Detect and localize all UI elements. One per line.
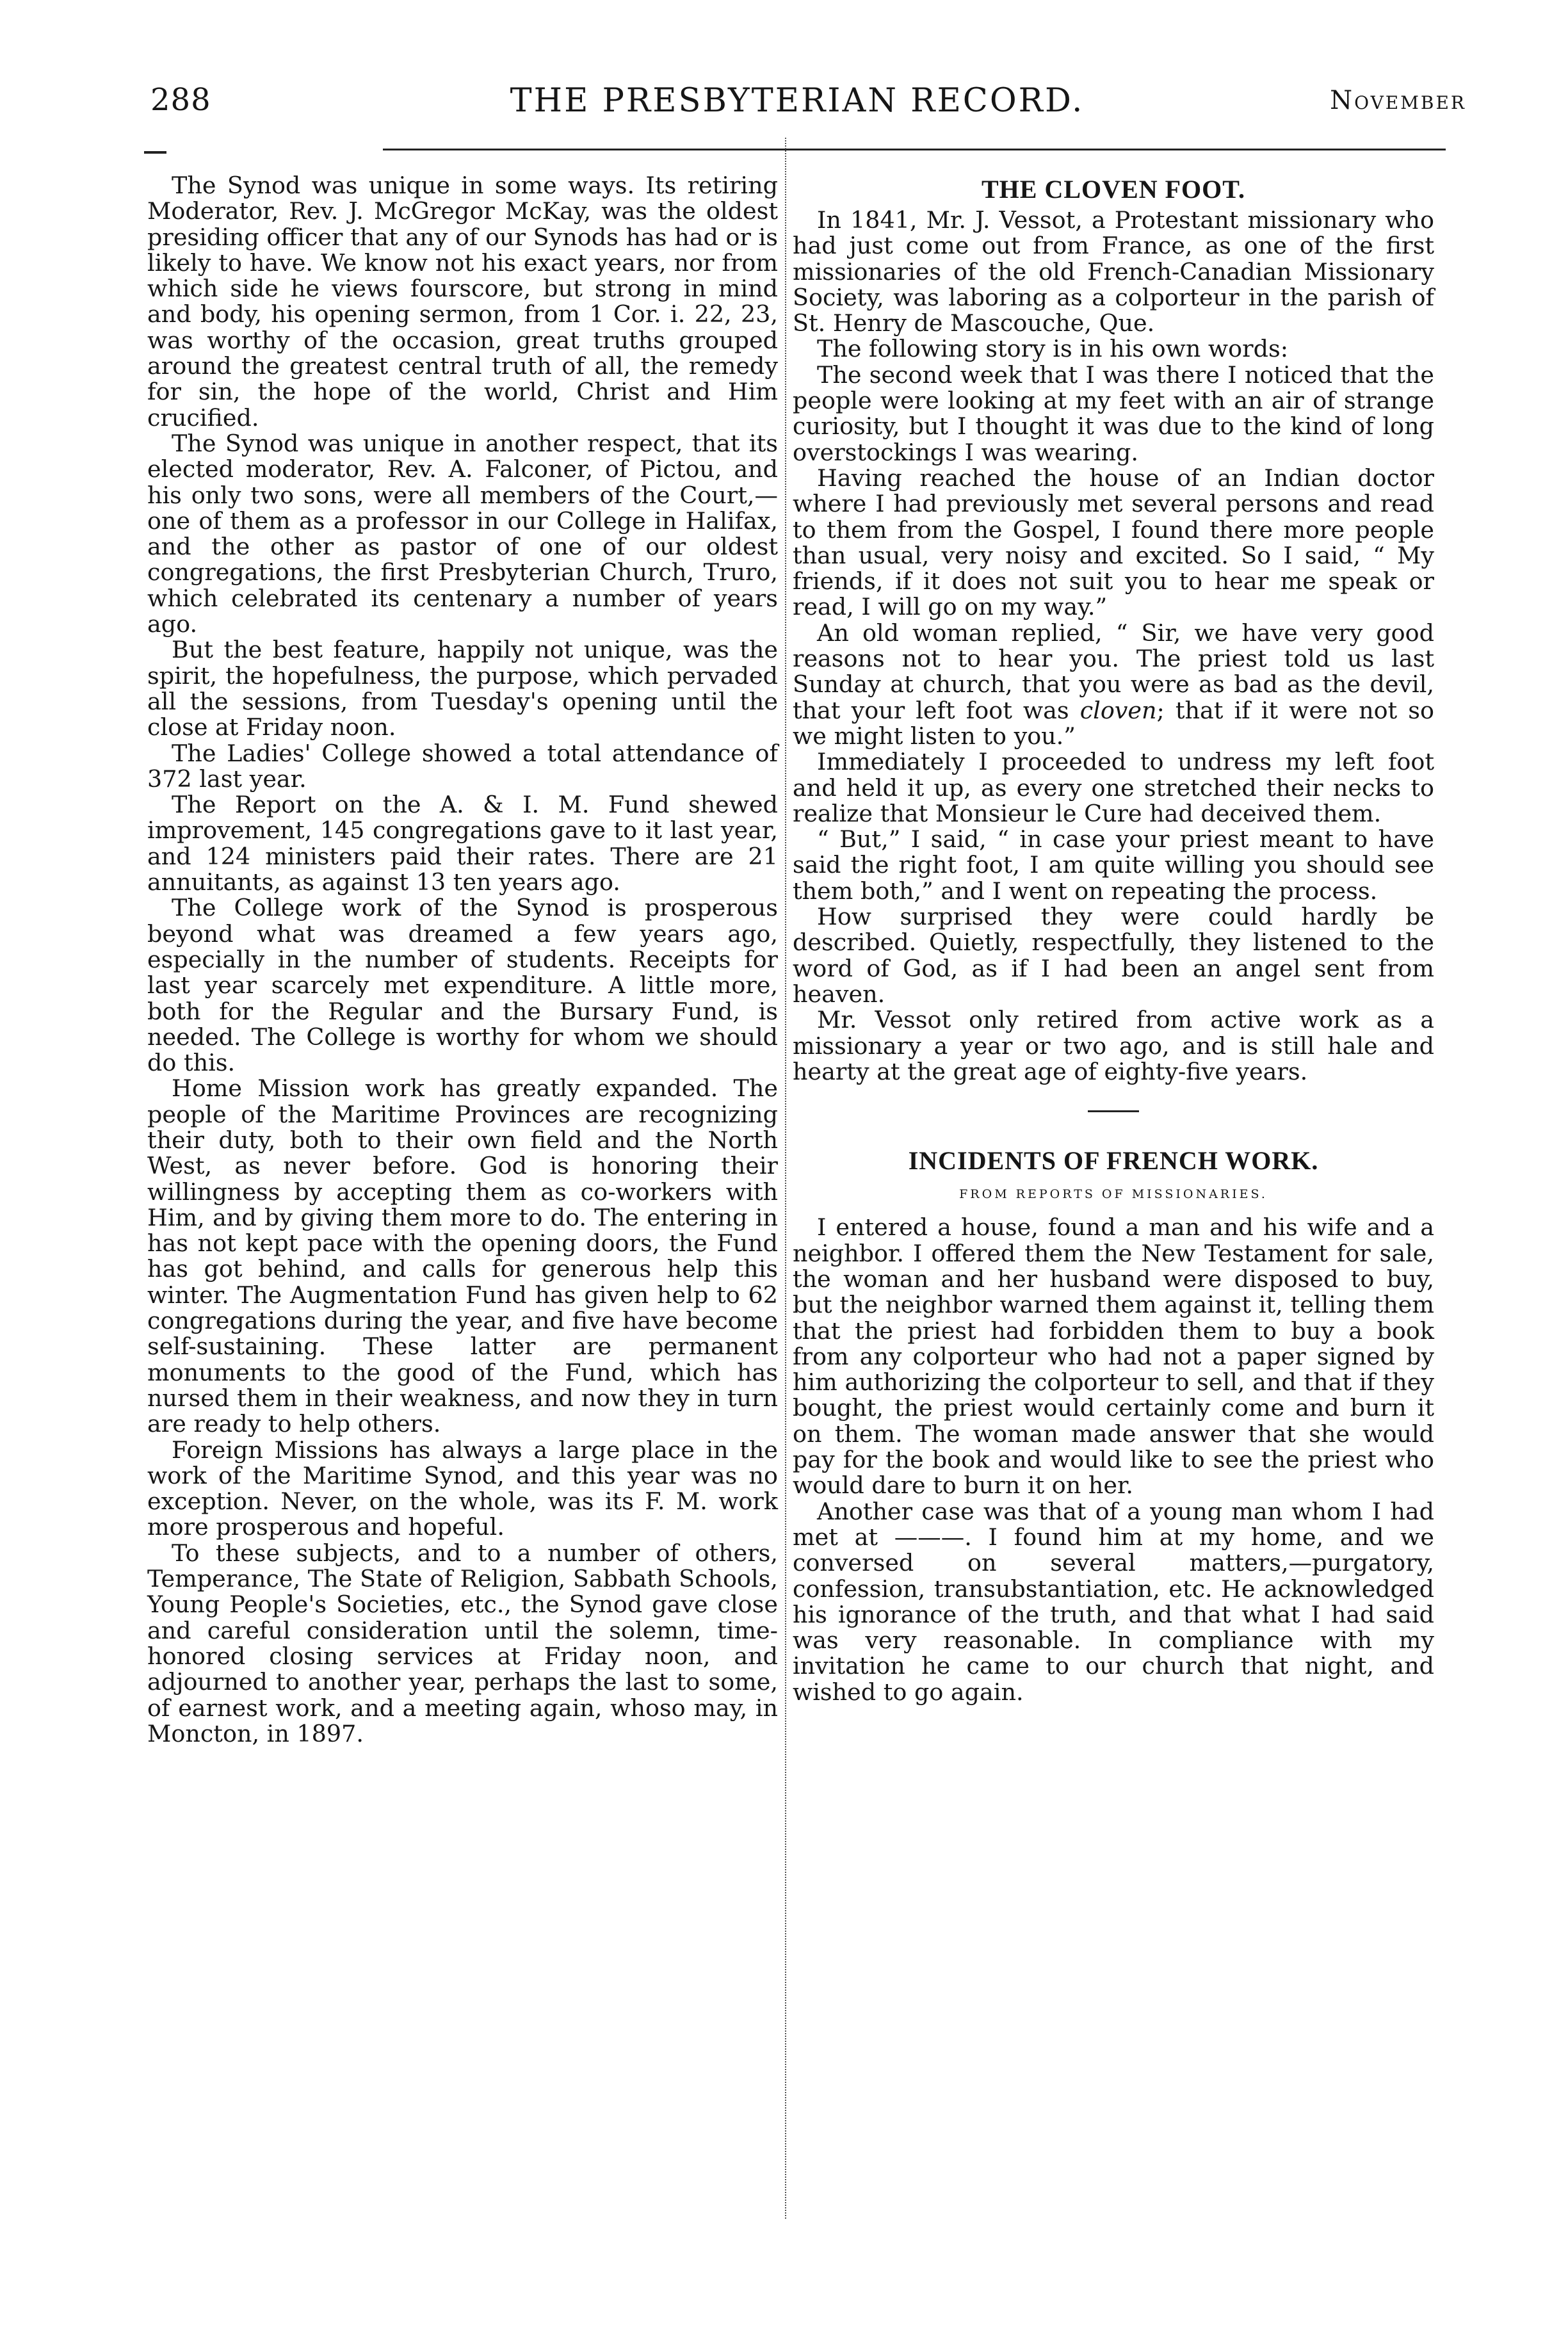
paragraph: Home Mission work has greatly expanded. The people of the Maritime Provinces are recognizing their duty, both to their own field and the North West, as never before. God is honoring their willingness by accepting them as co-workers with Him, and by giving them more to do. The entering in has not kept pace with the opening doors, the Fund has got behind, and calls for generous help this winter. The Augmentation Fund has given help to 62 congregations during the year, and five have become self-sustaining. These latter are permanent monuments to the good of the Fund, which has nursed them in their weakness, and now they in turn are ready to help others. [147,1074,778,1438]
paragraph: Mr. Vessot only retired from active work as a missionary a year or two ago, and is still hale and hearty at the great age of eighty-five years. [793,1006,1434,1085]
section-divider [1088,1110,1139,1112]
article-title: INCIDENTS OF FRENCH WORK. [908,1146,1319,1176]
paragraph: But the best feature, happily not unique, was the spirit, the hopefulness, the purpose, which pervaded all the sessions, from Tuesday's opening until the close at Friday noon. [147,636,778,741]
paragraph: How surprised they were could hardly be described. Quietly, respectfully, they listened to the word of God, as if I had been an angel sent from heaven. [793,903,1434,1008]
paragraph: Immediately I proceeded to undress my left foot and held it up, as every one stretched their necks to realize that Monsieur le Cure had deceived them. [793,748,1434,827]
paragraph: The following story is in his own words: [817,335,1288,363]
paragraph: Foreign Missions has always a large place in the work of the Maritime Synod, and this year was no exception. Never, on the whole, was its F. M. work more prosperous and hopeful. [147,1436,778,1541]
paragraph: The Report on the A. & I. M. Fund shewed improvement, 145 congregations gave to it last year, and 124 ministers paid their rates. There are 21 annuitants, as against 13 ten years ago. [147,791,778,896]
paragraph: Having reached the house of an Indian doctor where I had previously met several persons and read to them from the Gospel, I found there more people than usual, very noisy and excited. So I said, “ My friends, if it does not suit you to hear me speak or read, I will go on my way.” [793,464,1434,621]
paragraph-text: ; that if it were not so we might listen to you.” [793,696,1434,750]
left-column [147,173,778,1747]
article-title: THE CLOVEN FOOT. [982,175,1245,204]
paragraph: The Ladies' College showed a total attendance of 372 last year. [147,739,778,793]
paragraph: In 1841, Mr. J. Vessot, a Protestant missionary who had just come out from France, as one of the first missionaries of the old French-Canadian Missionary Society, was laboring as a colporteur in the parish of St. Henry de Mascouche, Que. [793,206,1434,337]
column-divider [785,138,786,2219]
header-rule [383,149,1446,150]
page-header [128,82,1466,133]
journal-title: THE PRESBYTERIAN RECORD. [510,82,1085,120]
paragraph: I entered a house, found a man and his wife and a neighbor. I offered them the New Testament for sale, the woman and her husband were disposed to buy, but the neighbor warned them against it, telling them that the priest had forbidden them to buy a book from any colporteur who had not a paper signed by him authorizing the colporteur to sell, and that if they bought, the priest would certainly come and burn it on them. The woman made answer that she would pay for the book and would like to see the priest who would dare to burn it on her. [793,1213,1434,1500]
header-rule-short [144,151,166,154]
article-subtitle: FROM REPORTS OF MISSIONARIES. [959,1187,1268,1202]
paragraph: The Synod was unique in some ways. Its retiring Moderator, Rev. J. McGregor McKay, was the oldest presiding officer that any of our Synods has had or is likely to have. We know not his exact years, nor from which side he views fourscore, but strong in mind and body, his opening sermon, from 1 Cor. i. 22, 23, was worthy of the occasion, great truths grouped around the greatest central truth of all, the remedy for sin, the hope of the world, Christ and Him crucified. [147,172,778,432]
issue-month: November [1330,86,1466,115]
paragraph: “ But,” I said, “ in case your priest meant to have said the right foot, I am quite willing you should see them both,” and I went on repeating the process. [793,825,1434,905]
page-number: 288 [150,82,211,118]
paragraph: The second week that I was there I noticed that the people were looking at my feet with an air of strange curiosity, but I thought it was due to the kind of long overstockings I was wearing. [793,360,1434,466]
emphasis-cloven: cloven [1079,696,1157,724]
paragraph: The College work of the Synod is prosperous beyond what was dreamed a few years ago, especially in the number of students. Receipts for last year scarcely met expenditure. A little more, both for the Regular and the Bursary Fund, is needed. The College is worthy for whom we should do this. [147,894,778,1077]
paragraph-text: An old woman replied, “ Sir, we have very good reasons not to hear you. The priest told us last Sunday at church, that you were as bad as the devil, that your left foot was [793,619,1434,724]
paragraph: The Synod was unique in another respect, that its elected moderator, Rev. A. Falconer, of Pictou, and his only two sons, were all members of the Court,—one of them as a professor in our College in Halifax, and the other as pastor of one of our oldest congregations, the first Presbyterian Church, Truro, which celebrated its centenary a number of years ago. [147,429,778,638]
right-column [793,173,1434,1705]
paragraph: To these subjects, and to a number of others, Temperance, The State of Religion, Sabbath Schools, Young People's Societies, etc., the Synod gave close and careful consideration until the solemn, time-honored closing services at Friday noon, and adjourned to another year, perhaps the last to some, of earnest work, and a meeting again, whoso may, in Moncton, in 1897. [147,1539,778,1747]
paragraph [793,620,1434,749]
paragraph: Another case was that of a young man whom I had met at ———. I found him at my home, and we conversed on several matters,—purgatory, confession, transubstantiation, etc. He acknowledged his ignorance of the truth, and that what I had said was very reasonable. In compliance with my invitation he came to our church that night, and wished to go again. [793,1497,1434,1706]
